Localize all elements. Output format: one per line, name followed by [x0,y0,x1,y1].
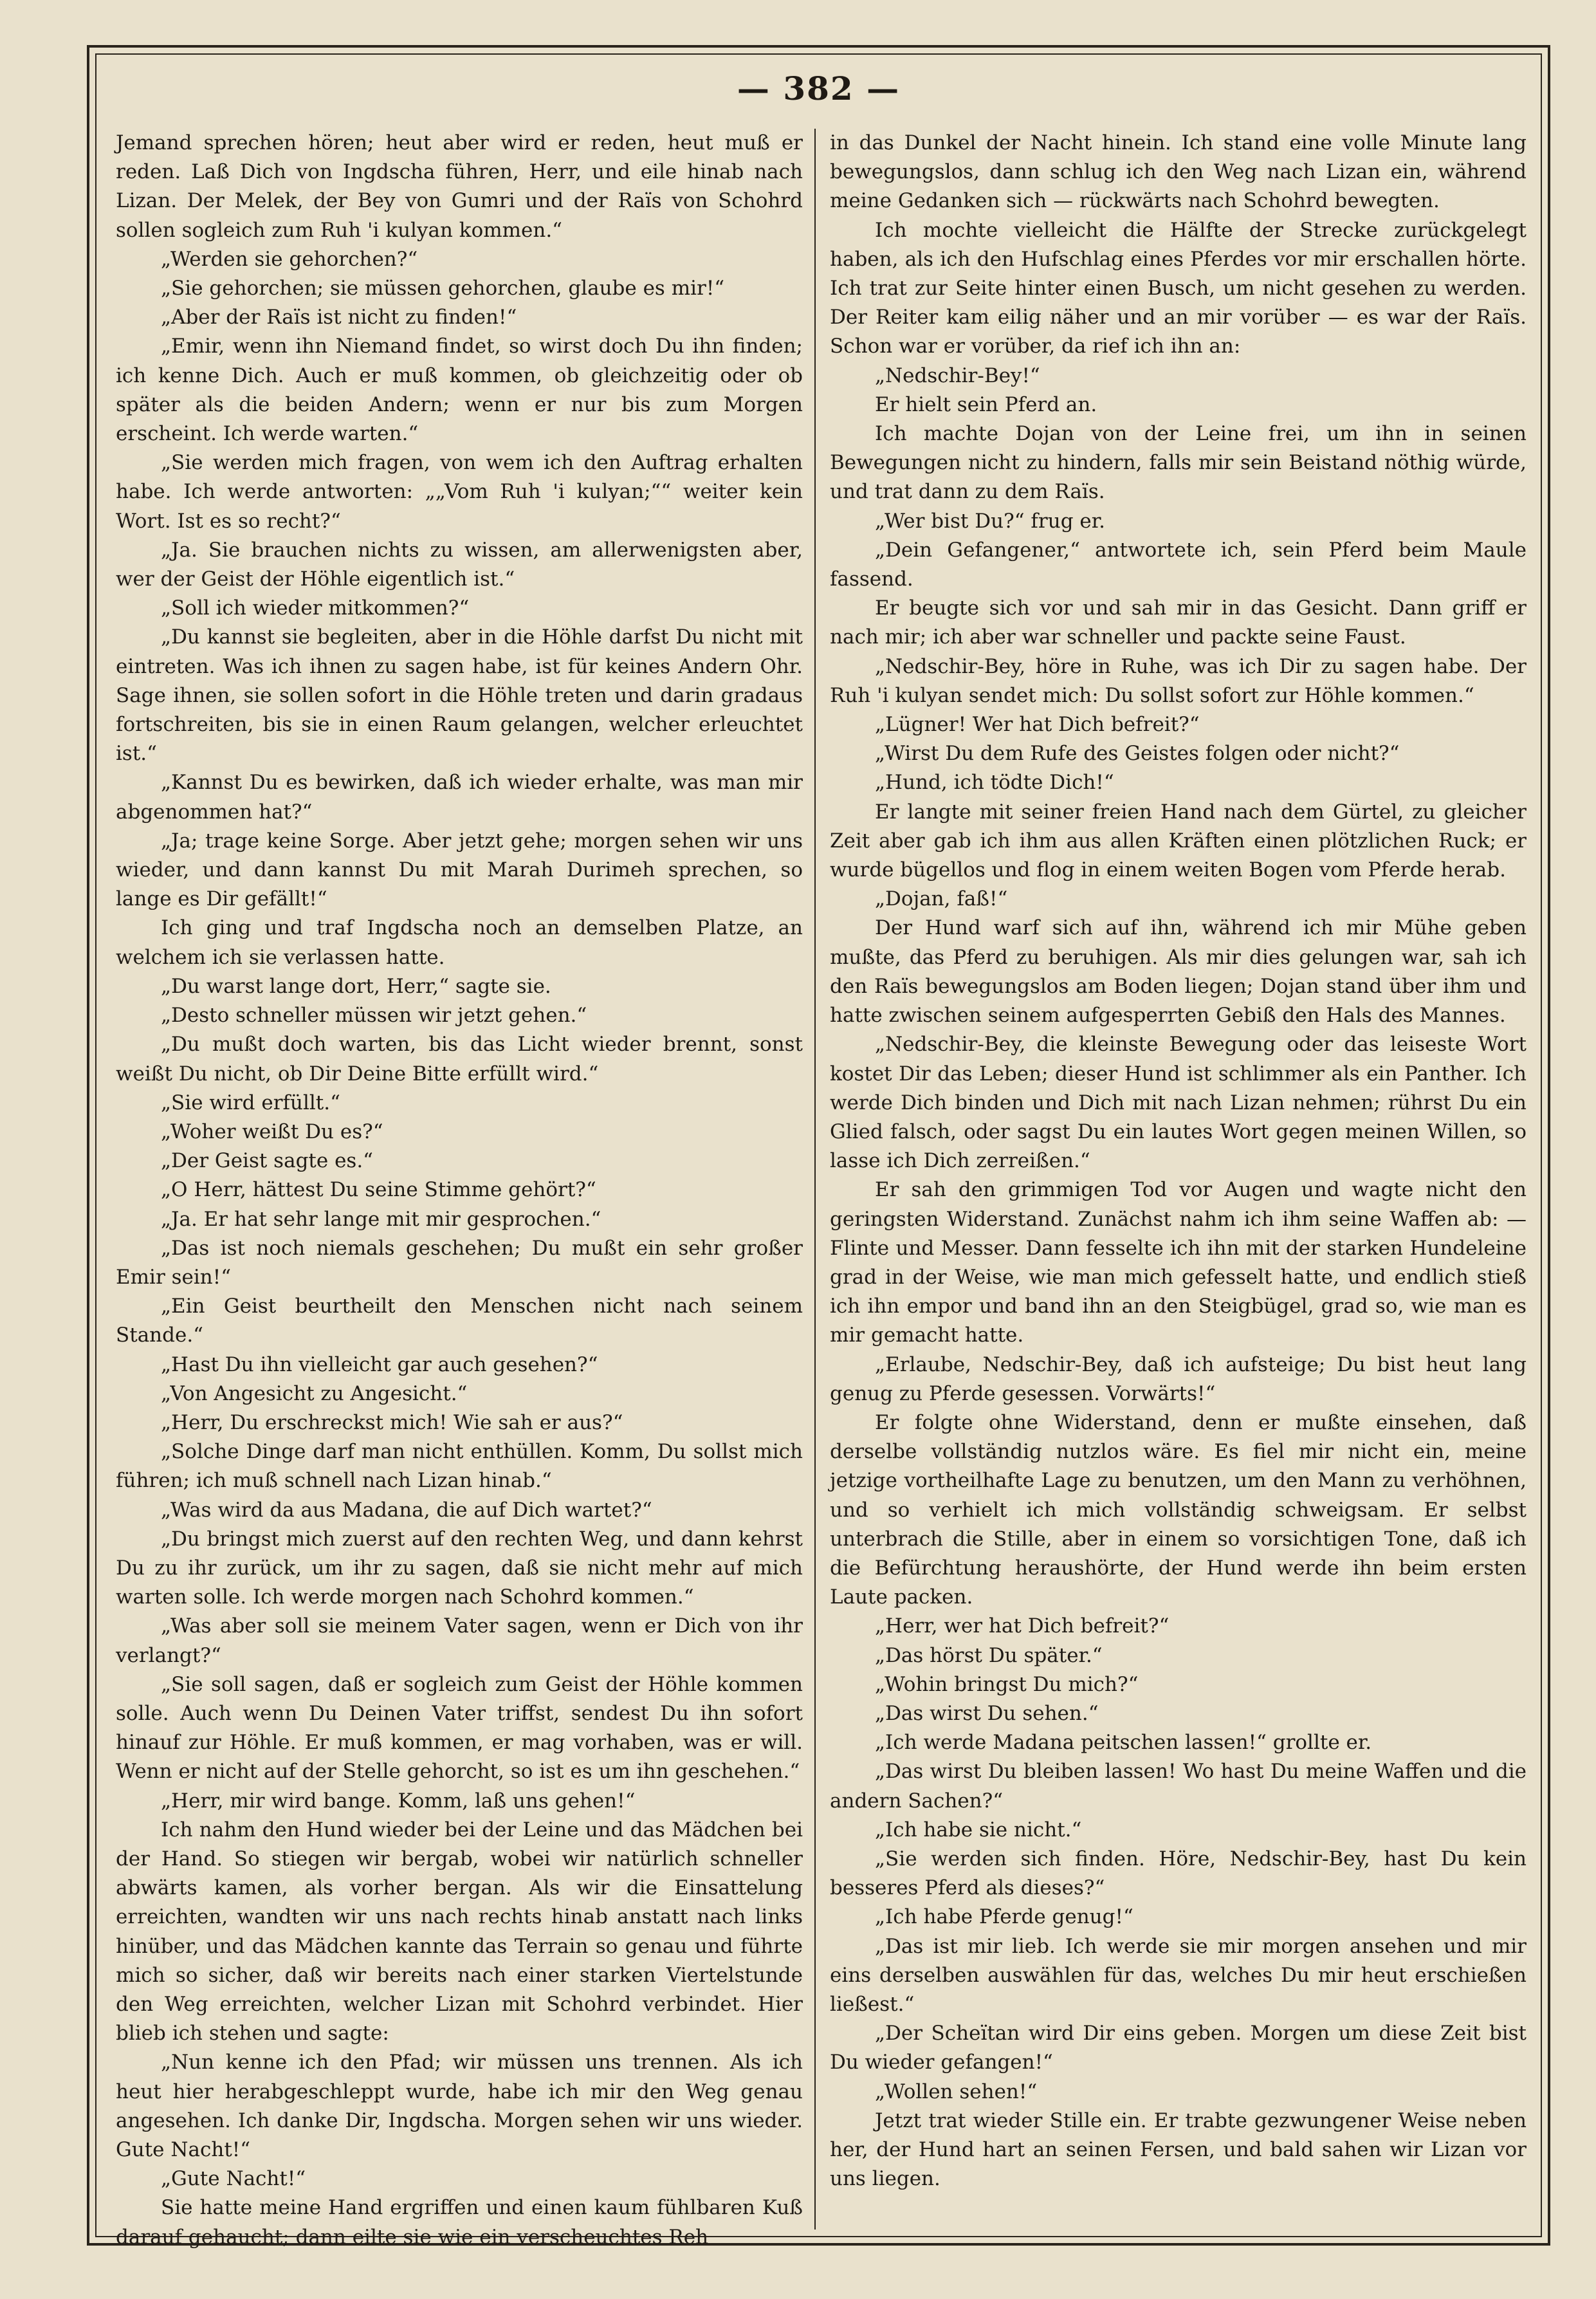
paragraph: Er beugte sich vor und sah mir in das Gesicht. Dann griff er nach mir; ich aber war schneller und packte seine Faust. [830,596,1527,649]
paragraph: „Was aber soll sie meinem Vater sagen, wenn er Dich von ihr verlangt?“ [116,1614,803,1667]
paragraph: „Von Angesicht zu Angesicht.“ [161,1381,468,1405]
paragraph: „Wohin bringst Du mich?“ [875,1672,1139,1696]
paragraph: „Sie wird erfüllt.“ [161,1091,340,1114]
paragraph: „Du kannst sie begleiten, aber in die Höhle darfst Du nicht mit eintreten. Was ich ihnen zu sagen habe, ist für keines Andern Ohr. Sage ihnen, sie sollen sofort in die Höhle treten und darin gradaus fortschreiten, bis sie in einen Raum gelangen, welcher erleuchtet ist.“ [116,625,803,766]
paragraph: Jetzt trat wieder Stille ein. Er trabte gezwungener Weise neben her, der Hund hart an seinen Fersen, und bald sahen wir Lizan vor uns liegen. [830,2109,1527,2191]
paragraph: „Lügner! Wer hat Dich befreit?“ [875,713,1200,737]
paragraph: „Du bringst mich zuerst auf den rechten Weg, und dann kehrst Du zu ihr zurück, um ihr zu sagen, daß sie nicht mehr auf mich warten solle. Ich werde morgen nach Schohrd kommen.“ [116,1527,803,1609]
paragraph: Er sah den grimmigen Tod vor Augen und wagte nicht den geringsten Widerstand. Zunächst nahm ich ihm seine Waffen ab: — Flinte und Messer. Dann fesselte ich ihn mit der starken Hundeleine grad in der Weise, wie man mich gefesselt hatte, und endlich stieß ich ihn empor und band ihn an den Steigbügel, grad so, wie man es mir gemacht hatte. [830,1178,1527,1347]
paragraph: „Hast Du ihn vielleicht gar auch gesehen?“ [161,1353,598,1376]
paragraph: „Dojan, faß!“ [875,887,1008,911]
paragraph: Ich mochte vielleicht die Hälfte der Strecke zurückgelegt haben, als ich den Hufschlag eines Pferdes vor mir erschallen hörte. Ich trat zur Seite hinter einen Busch, um nicht gesehen zu werden. Der Reiter kam eilig näher und an mir vorüber — es war der Raïs. Schon war er vorüber, da rief ich ihn an: [830,218,1527,358]
paragraph: Er langte mit seiner freien Hand nach dem Gürtel, zu gleicher Zeit aber gab ich ihm aus allen Kräften einen plötzlichen Ruck; er wurde bügellos und flog in einem weiten Bogen vom Pferde herab. [830,800,1527,882]
paragraph: „Nun kenne ich den Pfad; wir müssen uns trennen. Als ich heut hier herabgeschleppt wurde, habe ich mir den Weg genau angesehen. Ich danke Dir, Ingdscha. Morgen sehen wir uns wieder. Gute Nacht!“ [116,2051,803,2162]
paragraph: in das Dunkel der Nacht hinein. Ich stand eine volle Minute lang bewegungslos, dann schlug ich den Weg nach Lizan ein, während meine Gedanken sich — rückwärts nach Schohrd bewegten. [830,131,1527,213]
paragraph: „Das ist mir lieb. Ich werde sie mir morgen ansehen und mir eins derselben auswählen für das, welches Du mir heut erschießen ließest.“ [830,1934,1527,2016]
paragraph: „Gute Nacht!“ [161,2167,306,2191]
paragraph: Sie hatte meine Hand ergriffen und einen kaum fühlbaren Kuß darauf gehaucht; dann eilte sie wie ein verscheuchtes Reh [116,2196,803,2249]
paragraph: „Werden sie gehorchen?“ [161,247,418,271]
paragraph: „Solche Dinge darf man nicht enthüllen. Komm, Du sollst mich führen; ich muß schnell nach Lizan hinab.“ [116,1440,803,1493]
paragraph: „Was wird da aus Madana, die auf Dich wartet?“ [161,1498,652,1522]
paragraph: „Herr, mir wird bange. Komm, laß uns gehen!“ [161,1789,636,1813]
paragraph: „Der Geist sagte es.“ [161,1149,374,1173]
left-column [116,129,803,2249]
paragraph: „Das hörst Du später.“ [875,1643,1103,1667]
paragraph: „Ja. Er hat sehr lange mit mir gesprochen.“ [161,1207,601,1231]
paragraph: „Soll ich wieder mitkommen?“ [161,596,470,620]
paragraph: Ich ging und traf Ingdscha noch an demselben Platze, an welchem ich sie verlassen hatte. [116,916,803,969]
paragraph: „Wirst Du dem Rufe des Geistes folgen oder nicht?“ [875,742,1400,766]
page-number: — 382 — [737,69,901,107]
paragraph: „Ja; trage keine Sorge. Aber jetzt gehe; morgen sehen wir uns wieder, und dann kannst Du mit Marah Durimeh sprechen, so lange es Dir gefällt!“ [116,829,803,911]
paragraph: Ich nahm den Hund wieder bei der Leine und das Mädchen bei der Hand. So stiegen wir bergab, wobei wir natürlich schneller abwärts kamen, als vorher bergan. Als wir die Einsattelung erreichten, wandten wir uns nach rechts hinab anstatt nach links hinüber, und das Mädchen kannte das Terrain so genau und führte mich so sicher, daß wir bereits nach einer starken Viertelstunde den Weg erreichten, welcher Lizan mit Schohrd verbindet. Hier blieb ich stehen und sagte: [116,1818,803,2045]
paragraph: „Das wirst Du bleiben lassen! Wo hast Du meine Waffen und die andern Sachen?“ [830,1760,1527,1813]
paragraph: „Sie soll sagen, daß er sogleich zum Geist der Höhle kommen solle. Auch wenn Du Deinen Vater triffst, sendest Du ihn sofort hinauf zur Höhle. Er muß kommen, er mag vorhaben, was er will. Wenn er nicht auf der Stelle gehorcht, so ist es um ihn geschehen.“ [116,1672,803,1784]
paragraph: Er hielt sein Pferd an. [875,392,1097,416]
paragraph: „Herr, wer hat Dich befreit?“ [875,1614,1169,1638]
paragraph: Ich machte Dojan von der Leine frei, um ihn in seinen Bewegungen nicht zu hindern, falls mir sein Beistand nöthig würde, und trat dann zu dem Raïs. [830,422,1527,504]
paragraph: „Woher weißt Du es?“ [161,1120,383,1143]
paragraph: „Emir, wenn ihn Niemand findet, so wirst doch Du ihn finden; ich kenne Dich. Auch er muß kommen, ob gleichzeitig oder ob später als die beiden Andern; wenn er nur bis zum Morgen erscheint. Ich werde warten.“ [116,335,803,446]
paragraph: „Ich werde Madana peitschen lassen!“ grollte er. [875,1731,1372,1755]
paragraph: „Sie gehorchen; sie müssen gehorchen, glaube es mir!“ [161,277,725,300]
paragraph: „Ich habe sie nicht.“ [875,1818,1082,1842]
paragraph: „Nedschir-Bey!“ [875,364,1040,387]
paragraph: „Das wirst Du sehen.“ [875,1701,1099,1725]
paragraph: „Herr, Du erschreckst mich! Wie sah er aus?“ [161,1410,623,1434]
paragraph: Er folgte ohne Widerstand, denn er mußte einsehen, daß derselbe vollständig nutzlos wäre. Es fiel mir nicht ein, meine jetzige vortheilhafte Lage zu benutzen, um den Mann zu verhöhnen, und so verhielt ich mich vollständig schweigsam. Er selbst unterbrach die Stille, aber in einem so vorsichtigen Tone, daß ich die Befürchtung heraushörte, der Hund werde ihn beim ersten Laute packen. [830,1410,1527,1609]
right-column [830,129,1527,2220]
paragraph: „Sie werden sich finden. Höre, Nedschir-Bey, hast Du kein besseres Pferd als dieses?“ [830,1847,1527,1900]
paragraph: „Kannst Du es bewirken, daß ich wieder erhalte, was man mir abgenommen hat?“ [116,771,803,824]
column-divider [814,129,816,2230]
paragraph: „Das ist noch niemals geschehen; Du mußt ein sehr großer Emir sein!“ [116,1236,803,1289]
paragraph: „Nedschir-Bey, die kleinste Bewegung oder das leiseste Wort kostet Dir das Leben; dieser Hund ist schlimmer als ein Panther. Ich werde Dich binden und Dich mit nach Lizan nehmen; rührst Du ein Glied falsch, oder sagst Du ein lautes Wort gegen meinen Willen, so lasse ich Dich zerreißen.“ [830,1033,1527,1173]
paragraph: „Sie werden mich fragen, von wem ich den Auftrag erhalten habe. Ich werde antworten: „„Vom Ruh 'i kulyan;““ weiter kein Wort. Ist es so recht?“ [116,451,803,533]
paragraph: „Du mußt doch warten, bis das Licht wieder brennt, sonst weißt Du nicht, ob Dir Deine Bitte erfüllt wird.“ [116,1033,803,1085]
paragraph: „Ein Geist beurtheilt den Menschen nicht nach seinem Stande.“ [116,1295,803,1347]
paragraph: „Der Scheïtan wird Dir eins geben. Morgen um diese Zeit bist Du wieder gefangen!“ [830,2022,1527,2074]
paragraph: „Wollen sehen!“ [875,2080,1038,2103]
paragraph: Jemand sprechen hören; heut aber wird er reden, heut muß er reden. Laß Dich von Ingdscha führen, Herr, und eile hinab nach Lizan. Der Melek, der Bey von Gumri und der Raïs von Schohrd sollen sogleich zum Ruh 'i kulyan kommen.“ [116,131,803,242]
paragraph: „Du warst lange dort, Herr,“ sagte sie. [161,974,551,998]
paragraph: „Ja. Sie brauchen nichts zu wissen, am allerwenigsten aber, wer der Geist der Höhle eigentlich ist.“ [116,538,803,591]
paragraph: „Hund, ich tödte Dich!“ [875,771,1114,795]
paragraph: „Aber der Raïs ist nicht zu finden!“ [161,306,517,329]
paragraph: „Wer bist Du?“ frug er. [875,509,1105,533]
paragraph: „Dein Gefangener,“ antwortete ich, sein Pferd beim Maule fassend. [830,538,1527,591]
paragraph: „Erlaube, Nedschir-Bey, daß ich aufsteige; Du bist heut lang genug zu Pferde gesessen. Vorwärts!“ [830,1353,1527,1405]
paragraph: „O Herr, hättest Du seine Stimme gehört?“ [161,1178,596,1202]
paragraph: „Desto schneller müssen wir jetzt gehen.“ [161,1004,587,1028]
paragraph: Der Hund warf sich auf ihn, während ich mir Mühe geben mußte, das Pferd zu beruhigen. Als mir dies gelungen war, sah ich den Raïs bewegungslos am Boden liegen; Dojan stand über ihm und hatte zwischen seinem aufgesperrten Gebiß den Hals des Mannes. [830,916,1527,1028]
paragraph: „Ich habe Pferde genug!“ [875,1905,1133,1929]
paragraph: „Nedschir-Bey, höre in Ruhe, was ich Dir zu sagen habe. Der Ruh 'i kulyan sendet mich: Du sollst sofort zur Höhle kommen.“ [830,654,1527,707]
